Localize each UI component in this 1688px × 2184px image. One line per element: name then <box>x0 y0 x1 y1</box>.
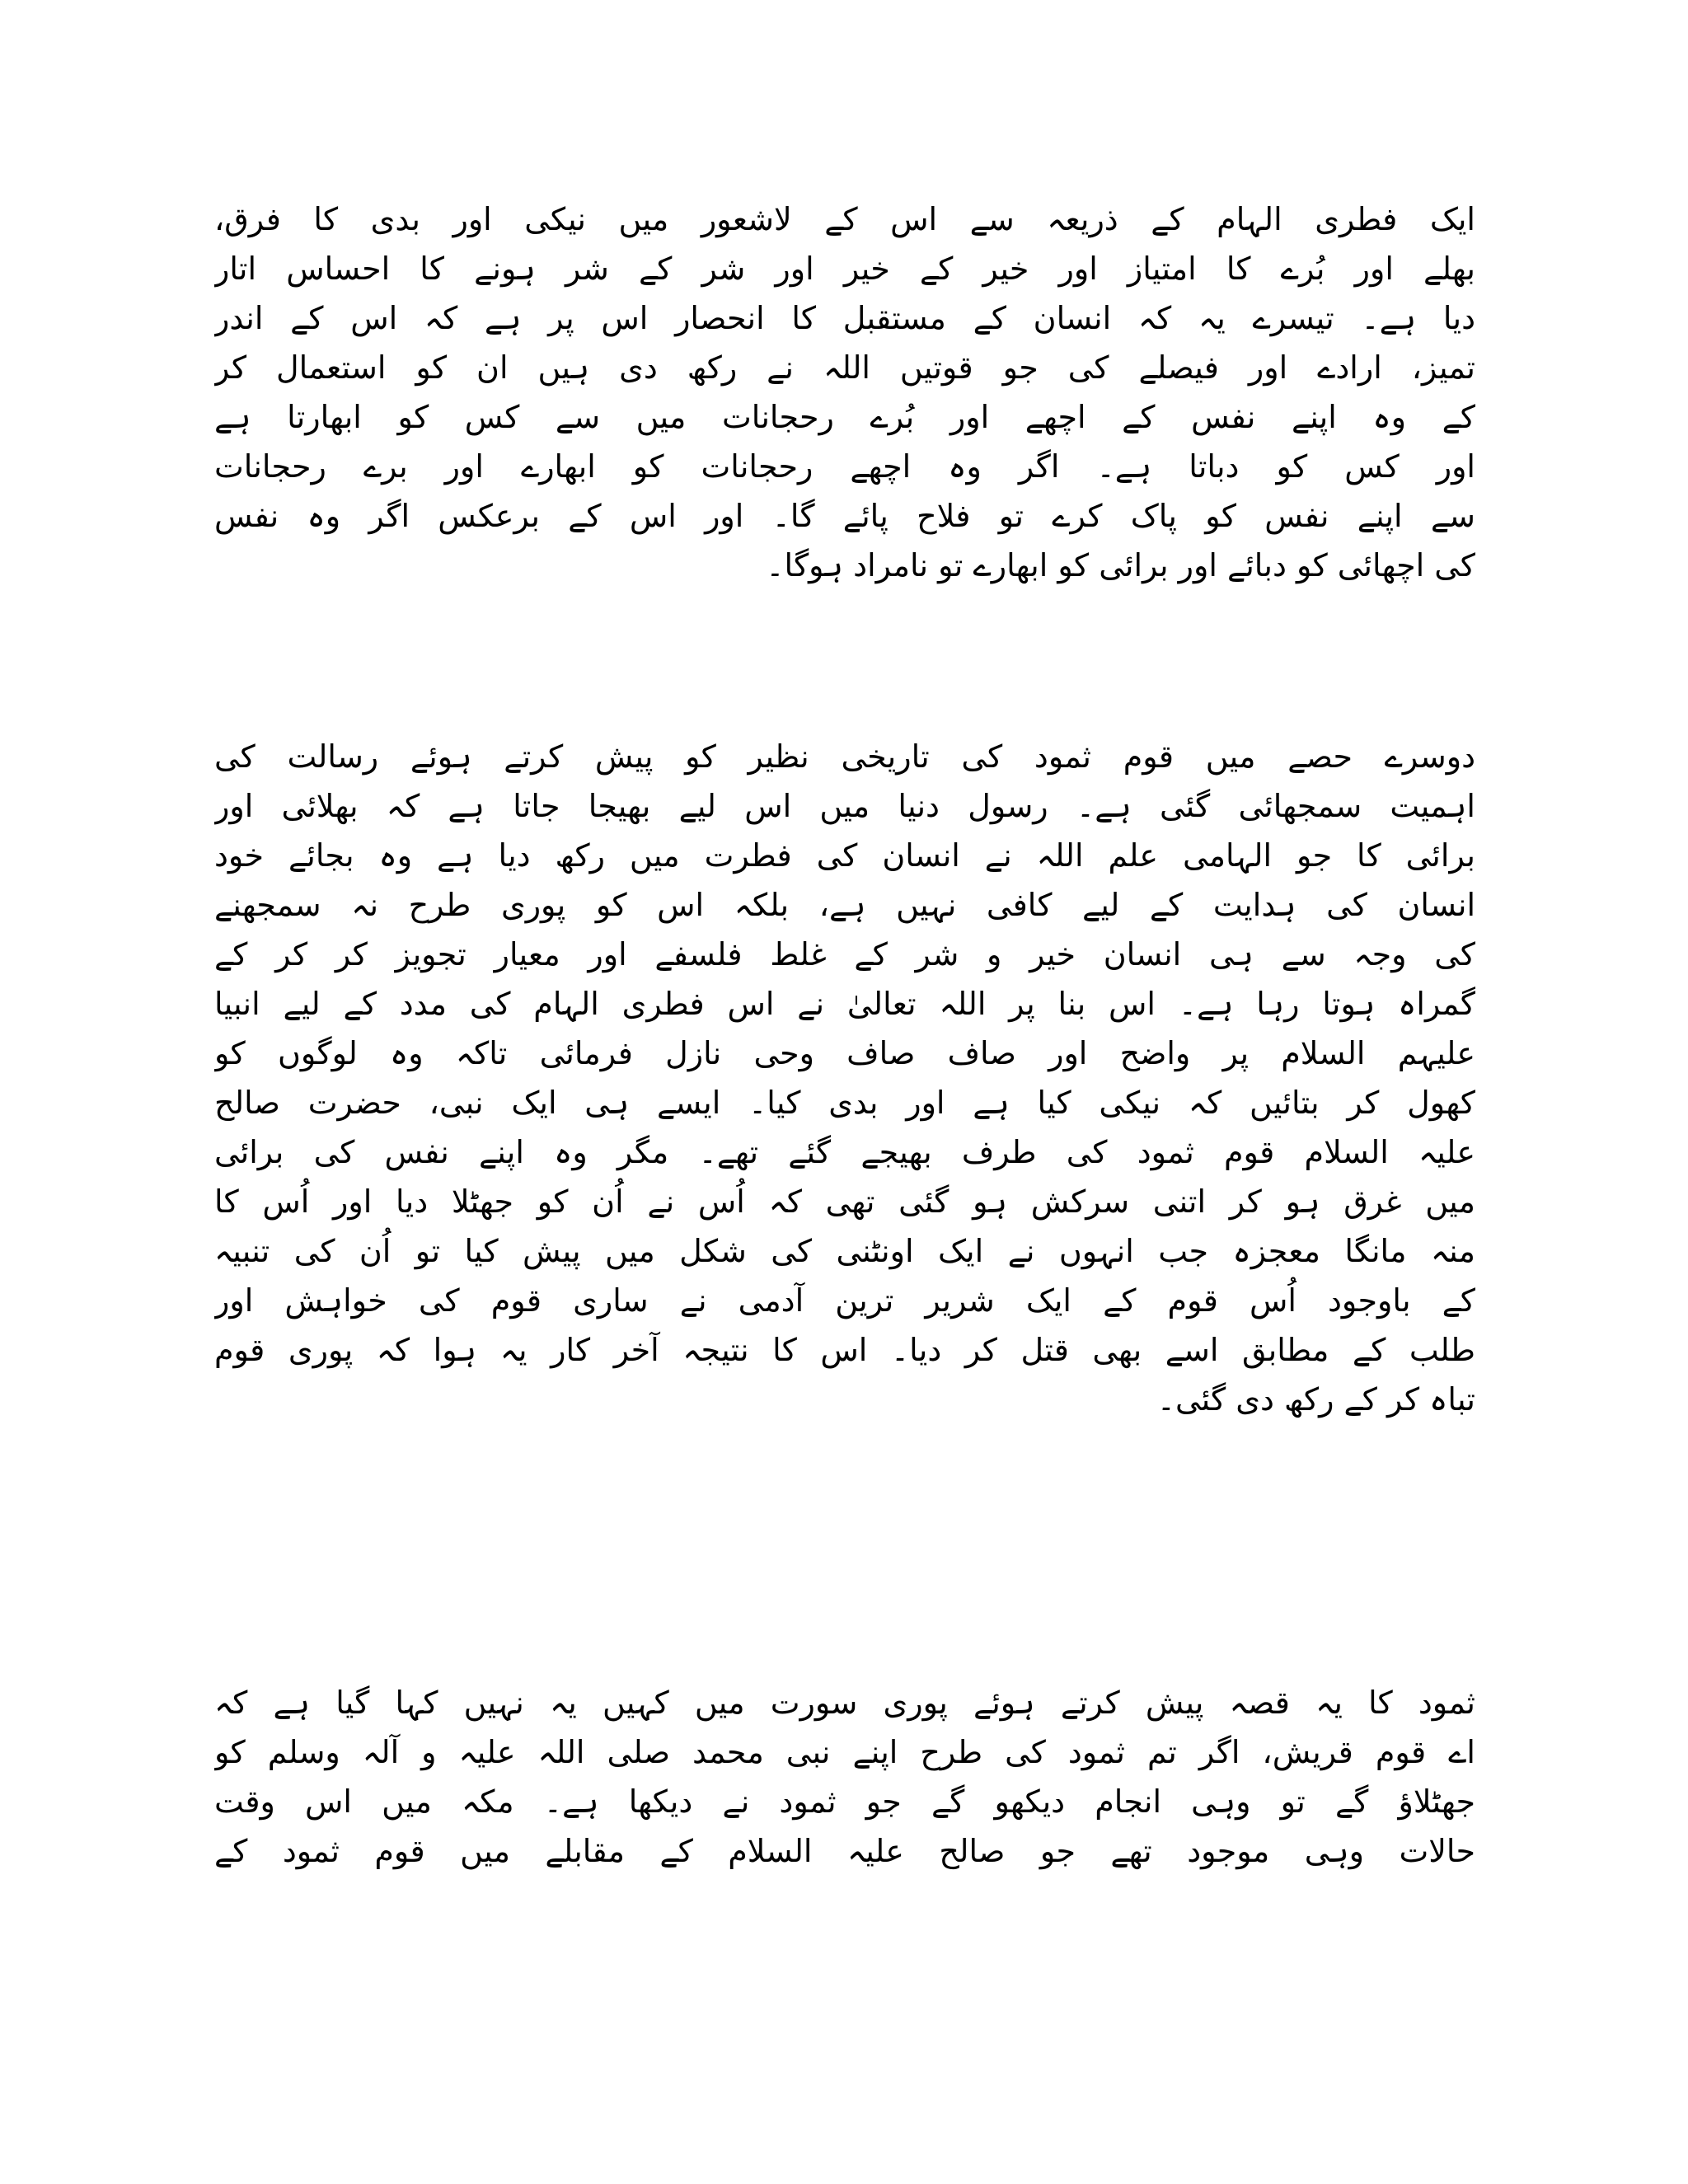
paragraph-line: کھول کر بتائیں کہ نیکی کیا ہے اور بدی کیا۔ ایسے ہی ایک نبی، حضرت صالح <box>214 1085 1475 1121</box>
paragraph-line: اہمیت سمجھائی گئی ہے۔ رسول دنیا میں اس لیے بھیجا جاتا ہے کہ بھلائی اور <box>214 788 1475 824</box>
paragraph-line: منہ مانگا معجزہ جب انہوں نے ایک اونٹنی کی شکل میں پیش کیا تو اُن کی تنبیہ <box>214 1233 1475 1269</box>
paragraph-3 <box>214 1678 1475 1876</box>
paragraph-line: علیہم السلام پر واضح اور صاف صاف وحی نازل فرمائی تاکہ وہ لوگوں کو <box>214 1035 1475 1071</box>
paragraph-line: جھٹلاؤ گے تو وہی انجام دیکھو گے جو ثمود نے دیکھا ہے۔ مکہ میں اس وقت <box>214 1783 1475 1820</box>
paragraph-line: گمراہ ہوتا رہا ہے۔ اس بنا پر اللہ تعالیٰ نے اس فطری الہام کی مدد کے لیے انبیا <box>214 986 1475 1022</box>
paragraph-line: کی وجہ سے ہی انسان خیر و شر کے غلط فلسفے اور معیار تجویز کر کر کے <box>214 936 1475 972</box>
paragraph-line: کے وہ اپنے نفس کے اچھے اور بُرے رحجانات میں سے کس کو ابھارتا ہے <box>214 399 1475 435</box>
paragraph-line: میں غرق ہو کر اتنی سرکش ہو گئی تھی کہ اُس نے اُن کو جھٹلا دیا اور اُس کا <box>214 1183 1475 1220</box>
paragraph-line: برائی کا جو الہامی علم اللہ نے انسان کی فطرت میں رکھ دیا ہے وہ بجائے خود <box>214 837 1475 874</box>
paragraph-line: اے قوم قریش، اگر تم ثمود کی طرح اپنے نبی محمد صلی اللہ علیہ و آلہ وسلم کو <box>214 1734 1475 1770</box>
paragraph-line: تباہ کر کے رکھ دی گئی۔ <box>1156 1381 1475 1418</box>
paragraph-line: طلب کے مطابق اسے بھی قتل کر دیا۔ اس کا نتیجہ آخر کار یہ ہوا کہ پوری قوم <box>214 1332 1475 1368</box>
paragraph-line: حالات وہی موجود تھے جو صالح علیہ السلام کے مقابلے میں قوم ثمود کے <box>214 1833 1475 1869</box>
paragraph-line: سے اپنے نفس کو پاک کرے تو فلاح پائے گا۔ اور اس کے برعکس اگر وہ نفس <box>214 498 1475 534</box>
paragraph-line: کے باوجود اُس قوم کے ایک شریر ترین آدمی نے ساری قوم کی خواہش اور <box>214 1282 1475 1319</box>
paragraph-line: علیہ السلام قوم ثمود کی طرف بھیجے گئے تھے۔ مگر وہ اپنے نفس کی برائی <box>214 1134 1475 1170</box>
paragraph-line: بھلے اور بُرے کا امتیاز اور خیر کے خیر اور شر کے شر ہونے کا احساس اتار <box>214 251 1475 287</box>
paragraph-line: دوسرے حصے میں قوم ثمود کی تاریخی نظیر کو پیش کرتے ہوئے رسالت کی <box>214 738 1475 775</box>
paragraph-line: ایک فطری الہام کے ذریعہ سے اس کے لاشعور میں نیکی اور بدی کا فرق، <box>214 201 1475 237</box>
paragraph-line: کی اچھائی کو دبائے اور برائی کو ابھارے تو نامراد ہوگا۔ <box>766 547 1475 583</box>
paragraph-1 <box>214 194 1475 590</box>
paragraph-2 <box>214 732 1475 1424</box>
paragraph-line: دیا ہے۔ تیسرے یہ کہ انسان کے مستقبل کا انحصار اس پر ہے کہ اس کے اندر <box>214 300 1475 336</box>
paragraph-line: انسان کی ہدایت کے لیے کافی نہیں ہے، بلکہ اس کو پوری طرح نہ سمجھنے <box>214 887 1475 923</box>
paragraph-line: اور کس کو دباتا ہے۔ اگر وہ اچھے رحجانات کو ابھارے اور برے رحجانات <box>214 448 1475 485</box>
paragraph-line: تمیز، ارادے اور فیصلے کی جو قوتیں اللہ نے رکھ دی ہیں ان کو استعمال کر <box>214 349 1475 386</box>
paragraph-line: ثمود کا یہ قصہ پیش کرتے ہوئے پوری سورت میں کہیں یہ نہیں کہا گیا ہے کہ <box>214 1685 1475 1721</box>
